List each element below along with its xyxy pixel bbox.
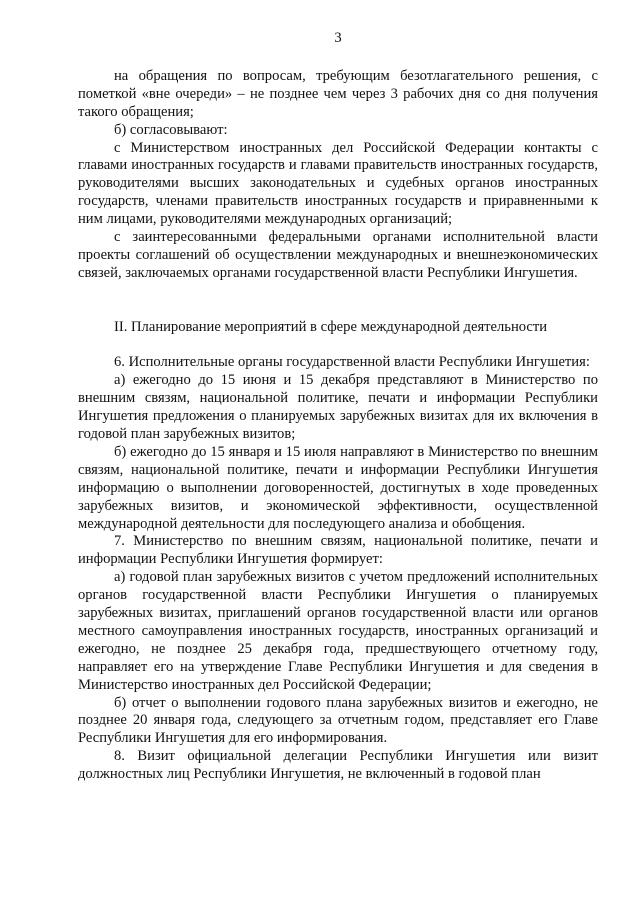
- page-number: 3: [334, 30, 342, 46]
- paragraph-item-6a: а) ежегодно до 15 июня и 15 декабря представляют в Министерство по внешним связям, национальной политике, печати и информации Республики Ингушетия предложения о планируемых зарубежных визитах для их включения в годовой план зарубежных визитов;: [78, 372, 598, 442]
- section-heading: II. Планирование мероприятий в сфере международной деятельности: [114, 318, 548, 335]
- paragraph-item-7: 7. Министерство по внешним связям, национальной политике, печати и информации Республики Ингушетия формирует:: [78, 533, 598, 568]
- paragraph-coordinate: б) согласовывают:: [114, 121, 228, 138]
- paragraph-deadline-tail: на обращения по вопросам, требующим безотлагательного решения, с пометкой «вне очереди» – не позднее чем через 3 рабочих дня со дня получения такого обращения;: [78, 67, 598, 120]
- paragraph-item-6b: б) ежегодно до 15 января и 15 июля направляют в Министерство по внешним связям, национальной политике, печати и информации Республики Ингушетия информацию о выполнении договоренностей, достигнутых в ходе проведенных зарубежных визитов, и экономической эффективности, осуществленной международной деятельности для последующего анализа и обобщения.: [78, 443, 598, 532]
- paragraph-item-7a: а) годовой план зарубежных визитов с учетом предложений исполнительных органов государственной власти Республики Ингушетия о планируемых зарубежных визитах, приглашений органов государственной власти или органов местного самоуправления иностранных государств, иностранных организаций и ежегодно, не позднее 25 декабря года, предшествующего отчетному году, направляет его на утверждение Главе Республики Ингушетия и для сведения в Министерство иностранных дел Российской Федерации;: [78, 569, 598, 693]
- paragraph-item-6: 6. Исполнительные органы государственной власти Республики Ингушетия:: [114, 354, 590, 371]
- paragraph-federal-agreements: с заинтересованными федеральными органами исполнительной власти проекты соглашений об осуществлении международных и внешнеэкономических связей, заключаемых органами государственной власти Республики Ингушетия.: [78, 229, 598, 281]
- paragraph-item-8: 8. Визит официальной делегации Республики Ингушетия или визит должностных лиц Республики Ингушетия, не включенный в годовой план: [78, 748, 598, 783]
- paragraph-item-7b: б) отчет о выполнении годового плана зарубежных визитов и ежегодно, не позднее 20 января года, следующего за отчетным годом, представляет его Главе Республики Ингушетия для его информирования.: [78, 694, 598, 747]
- paragraph-mfa-contacts: с Министерством иностранных дел Российской Федерации контакты с главами иностранных государств и главами правительств иностранных государств, руководителями высших законодательных и судебных органов иностранных государств, членами правительств иностранных государств и приравненными к ним лицами, руководителями международных организаций;: [78, 139, 598, 228]
